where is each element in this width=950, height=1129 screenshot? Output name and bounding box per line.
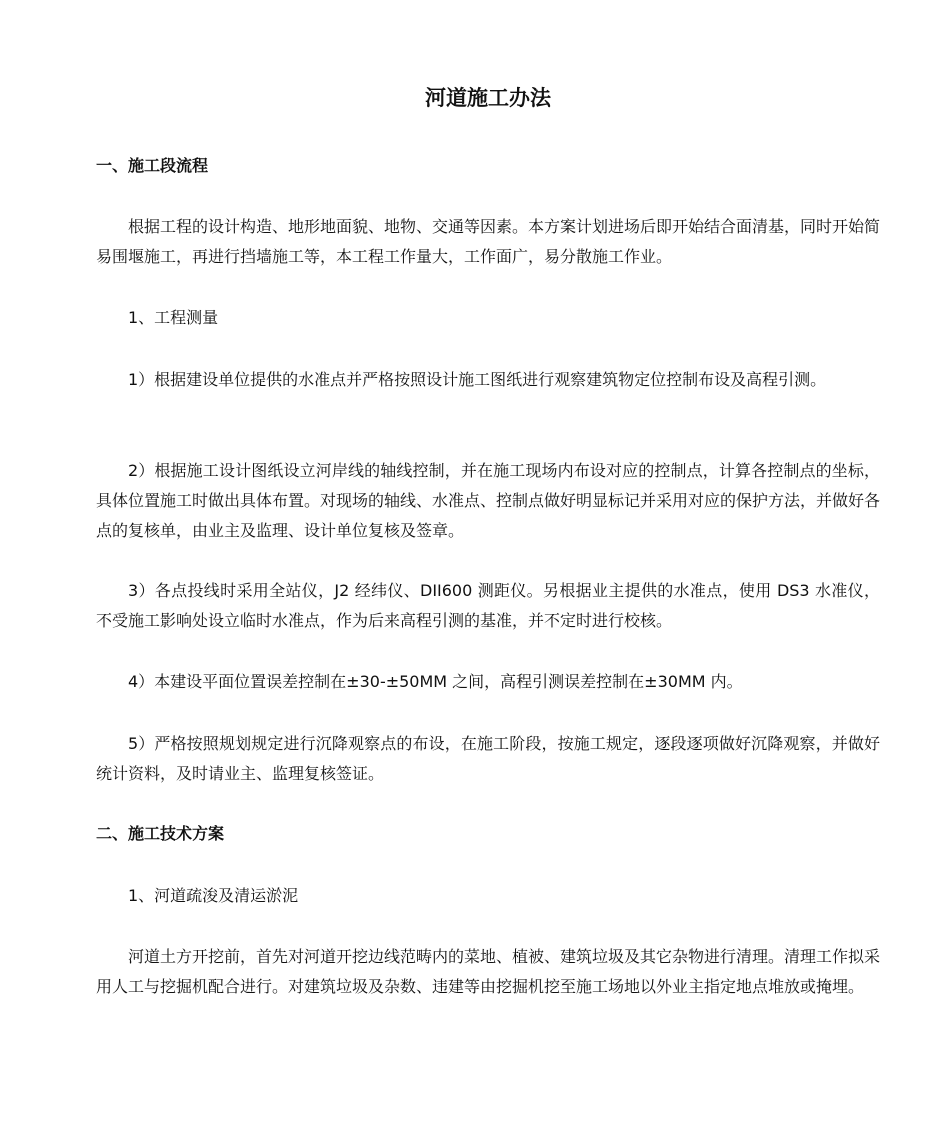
- paragraph-survey-item-2: 2）根据施工设计图纸设立河岸线的轴线控制，并在施工现场内布设对应的控制点，计算各控制点的坐标，具体位置施工时做出具体布置。对现场的轴线、水准点、控制点做好明显标记并采用对应的保护方法，并做好各点的复核单，由业主及监理、设计单位复核及签章。: [96, 461, 881, 540]
- document-title: 河道施工办法: [425, 86, 551, 110]
- paragraph-survey-item-4: 4）本建设平面位置误差控制在±30-±50MM 之间，高程引测误差控制在±30MM 内。: [128, 672, 743, 691]
- section-heading-process: 一、施工段流程: [96, 156, 209, 175]
- subheading-survey: 1、工程测量: [128, 308, 219, 327]
- paragraph-survey-item-3: 3）各点投线时采用全站仪，J2 经纬仪、DII600 测距仪。另根据业主提供的水准点，使用 DS3 水准仪，不受施工影响处设立临时水准点，作为后来高程引测的基准，并不定时进行校核。: [96, 581, 880, 630]
- paragraph-dredging: 河道土方开挖前，首先对河道开挖边线范畴内的菜地、植被、建筑垃圾及其它杂物进行清理。清理工作拟采用人工与挖掘机配合进行。对建筑垃圾及杂数、违建等由挖掘机挖至施工场地以外业主指定地点堆放或掩埋。: [96, 947, 881, 996]
- paragraph-survey-item-1: 1）根据建设单位提供的水准点并严格按照设计施工图纸进行观察建筑物定位控制布设及高程引测。: [128, 370, 827, 389]
- paragraph-process-intro: 根据工程的设计构造、地形地面貌、地物、交通等因素。本方案计划进场后即开始结合面清基，同时开始简易围堰施工，再进行挡墙施工等，本工程工作量大，工作面广，易分散施工作业。: [96, 217, 881, 266]
- subheading-dredging: 1、河道疏浚及清运淤泥: [128, 886, 299, 905]
- section-heading-technical-plan: 二、施工技术方案: [96, 824, 225, 843]
- paragraph-survey-item-5: 5）严格按照规划规定进行沉降观察点的布设，在施工阶段，按施工规定，逐段逐项做好沉降观察，并做好统计资料，及时请业主、监理复核签证。: [96, 734, 880, 783]
